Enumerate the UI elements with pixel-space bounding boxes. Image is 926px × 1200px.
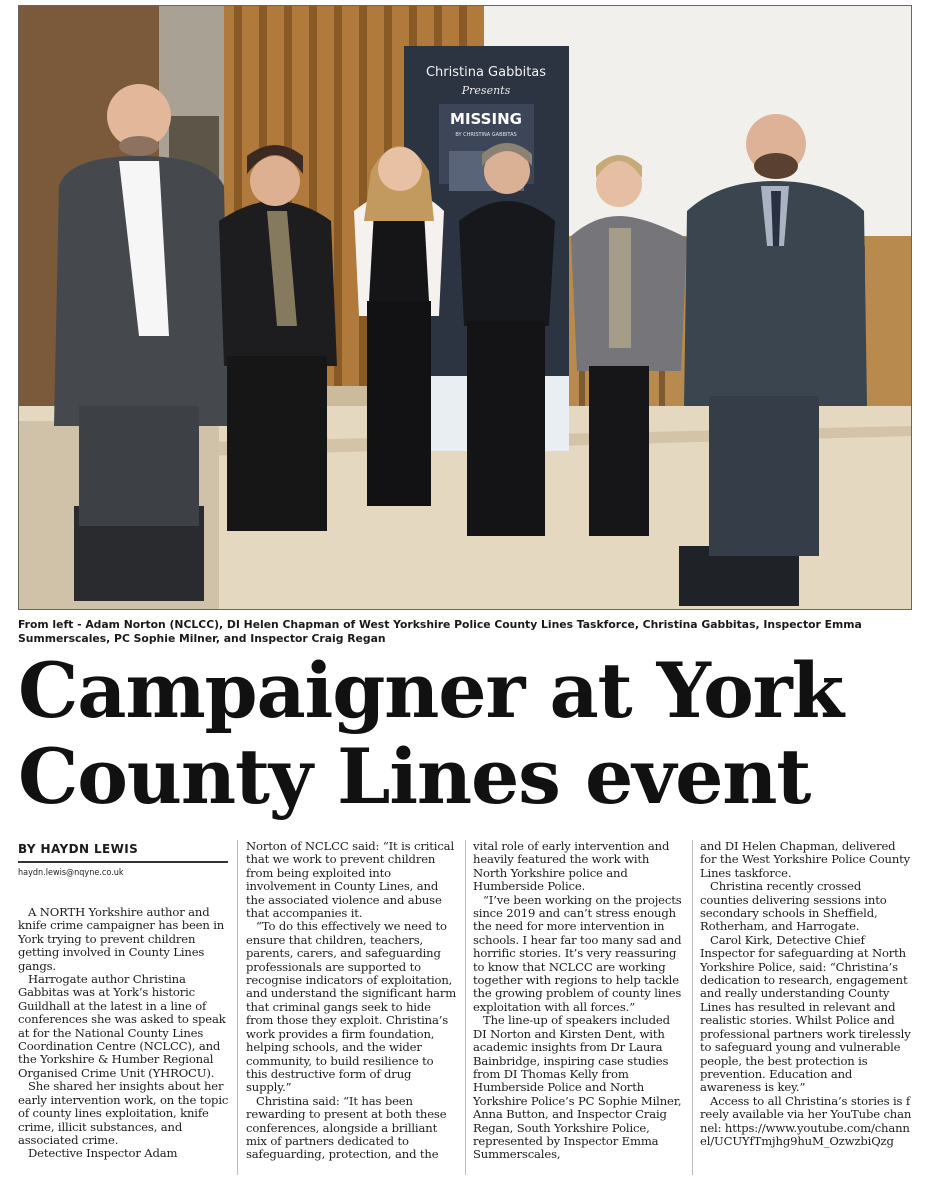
headline-line-1: Campaigner at York [18,646,843,735]
article-column-3 [473,840,685,1162]
group-photo [18,5,912,610]
banner-title: MISSING [450,110,522,128]
article-paragraph: Norton of NCLCC said: “It is critical that we work to prevent children from being exploited into involvement in County Lines, and the associated violence and abuse that accompanies it. [246,839,455,921]
article-paragraph: Access to all Christina’s stories is freely available via her YouTube channel: https://www.youtube.com/channel/UCUYfTmjhg9huM_OzwzbiQzg [700,1093,912,1148]
column-divider [692,840,693,1175]
banner-line1: Christina Gabbitas [425,65,547,80]
article-paragraph: and DI Helen Chapman, delivered for the West Yorkshire Police County Lines taskforce. [700,839,911,880]
article-paragraph: A NORTH Yorkshire author and knife crime campaigner has been in York trying to prevent children getting involved in County Lines gangs. [18,905,225,973]
byline-email[interactable]: haydn.lewis@nqyne.co.uk [18,868,124,878]
group-photo-illustration [19,6,911,609]
byline-author: BY HAYDN LEWIS [18,842,139,856]
article-paragraph: vital role of early intervention and heavily featured the work with North Yorkshire police and Humberside Police. [473,839,670,894]
article-paragraph: “I’ve been working on the projects since 2019 and can’t stress enough the need for more intervention in schools. I hear far too many sad and horrific stories. It’s very reassuring to know that NCLCC are working together with regions to help tackle the growing problem of county lines exploitation with all forces.” [473,892,682,1014]
headline-line-2: County Lines event [18,732,811,821]
banner-subtitle: BY CHRISTINA GABBITAS [455,132,517,138]
article-paragraph: Carol Kirk, Detective Chief Inspector for safeguarding at North Yorkshire Police, said: “Christina’s dedication to research, engagement and really understanding County Lines has resulted in relevant and realistic stories. Whilst Police and professional partners work tirelessly to safeguard young and vulnerable people, the best protection is prevention. Education and awareness is key.” [700,932,911,1095]
article-paragraph: Harrogate author Christina Gabbitas was at York’s historic Guildhall at the latest in a line of conferences she was asked to speak at for the National County Lines Coordination Centre (NCLCC), and the Yorkshire & Humber Regional Organised Crime Unit (YHROCU). [18,972,226,1080]
column-divider [465,840,466,1175]
headline [18,648,918,820]
article-column-4 [700,840,912,1148]
article-paragraph: Detective Inspector Adam [28,1146,178,1161]
article-paragraph: Christina said: “It has been rewarding to present at both these conferences, alongside a brilliant mix of partners dedicated to safeguarding, protection, and the [246,1093,447,1162]
photo-caption: From left - Adam Norton (NCLCC), DI Helen Chapman of West Yorkshire Police County Lines Taskforce, Christina Gabbitas, Inspector Emma Summerscales, PC Sophie Milner, and Inspector Craig Regan [18,618,862,645]
byline-divider [18,861,228,863]
article-paragraph: She shared her insights about her early intervention work, on the topic of county lines exploitation, knife crime, illicit substances, and associated crime. [18,1079,229,1147]
article-paragraph: The line-up of speakers included DI Norton and Kirsten Dent, with academic insights from Dr Laura Bainbridge, inspiring case studies from DI Thomas Kelly from Humberside Police and North Yorkshire Police’s PC Sophie Milner, Anna Button, and Inspector Craig Regan, South Yorkshire Police, represented by Inspector Emma Summerscales, [473,1013,682,1162]
person-christina-gabbitas [354,146,444,506]
column-divider [237,840,238,1175]
article-paragraph: “To do this effectively we need to ensure that children, teachers, parents, carers, and safeguarding professionals are supported to recognise indicators of exploitation, and understand the significant harm that criminal gangs seek to hide from those they exploit. Christina’s work provides a firm foundation, helping schools, and the wider community, to build resilience to this destructive form of drug supply.” [246,919,457,1095]
article-paragraph: Christina recently crossed counties delivering sessions into secondary schools in Sheffield, Rotherham, and Harrogate. [700,879,887,934]
article-column-2 [246,840,458,1162]
banner-line2: Presents [461,84,511,97]
article-column-1 [18,906,230,1161]
